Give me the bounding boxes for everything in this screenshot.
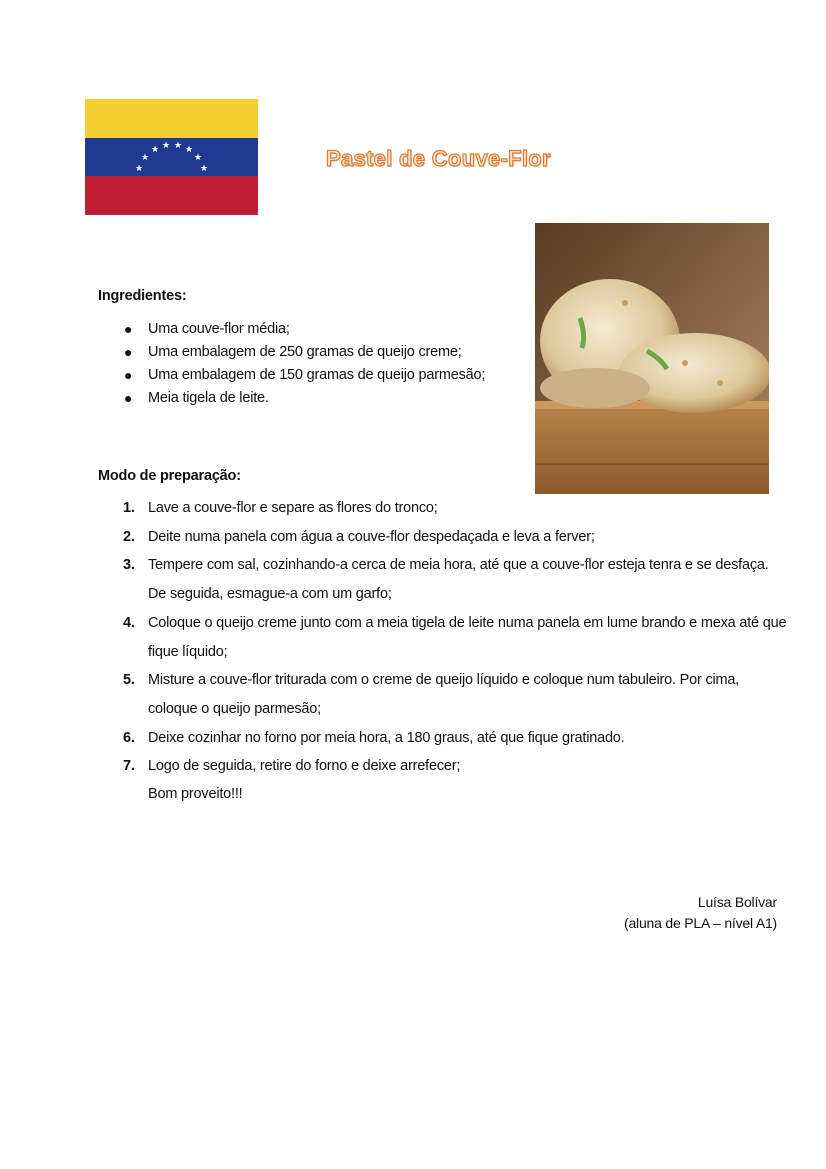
cauliflower-bake-photo xyxy=(535,223,769,494)
author-role: (aluna de PLA – nível A1) xyxy=(624,915,777,931)
list-item: 5. Misture a couve-flor triturada com o creme de queijo líquido e coloque num tabuleiro. Por cima, coloque o queijo parmesão; xyxy=(123,672,740,717)
page-title: Pastel de Couve-Flor xyxy=(326,146,551,171)
svg-text:★: ★ xyxy=(199,164,209,174)
venezuela-flag-image xyxy=(85,99,258,215)
list-item: 3. Tempere com sal, cozinhando-a cerca de meia hora, até que a couve-flor esteja tenra e se desfaça. De seguida, esmague-a com um garfo; xyxy=(123,557,769,603)
preparation-heading: Modo de preparação: xyxy=(98,468,241,484)
svg-text:★: ★ xyxy=(150,145,160,155)
signature xyxy=(624,892,777,934)
list-item: 1. Lave a couve-flor e separe as flores do tronco; xyxy=(123,500,438,516)
list-item: 2. Deite numa panela com água a couve-flor despedaçada e leva a ferver; xyxy=(123,528,595,545)
list-item: 4. Coloque o queijo creme junto com a meia tigela de leite numa panela em lume brando e mexa até que fique líquido; xyxy=(123,614,787,660)
author-name: Luísa Bolívar xyxy=(697,894,777,910)
list-item: ● Uma embalagem de 150 gramas de queijo parmesão; xyxy=(124,367,486,383)
list-item: ● Meia tigela de leite. xyxy=(124,390,269,406)
closing-text: Bom proveito!!! xyxy=(148,786,243,802)
flag-yellow-stripe xyxy=(85,99,258,138)
svg-text:★: ★ xyxy=(134,164,144,174)
preparation-steps xyxy=(98,494,788,781)
list-item: 7. Logo de seguida, retire do forno e deixe arrefecer; xyxy=(123,758,461,775)
ingredients-heading: Ingredientes: xyxy=(98,288,187,304)
list-item: ● Uma couve-flor média; xyxy=(124,321,290,337)
svg-text:★: ★ xyxy=(184,145,194,155)
flag-blue-stripe xyxy=(85,138,258,176)
list-item: ● Uma embalagem de 250 gramas de queijo creme; xyxy=(124,344,462,360)
flag-red-stripe xyxy=(85,176,258,215)
svg-text:★: ★ xyxy=(193,153,203,163)
svg-text:★: ★ xyxy=(161,141,171,151)
svg-text:★: ★ xyxy=(140,153,150,163)
list-item: 6. Deixe cozinhar no forno por meia hora, a 180 graus, até que fique gratinado. xyxy=(123,729,625,746)
svg-text:★: ★ xyxy=(173,141,183,151)
ingredients-list xyxy=(98,318,485,410)
